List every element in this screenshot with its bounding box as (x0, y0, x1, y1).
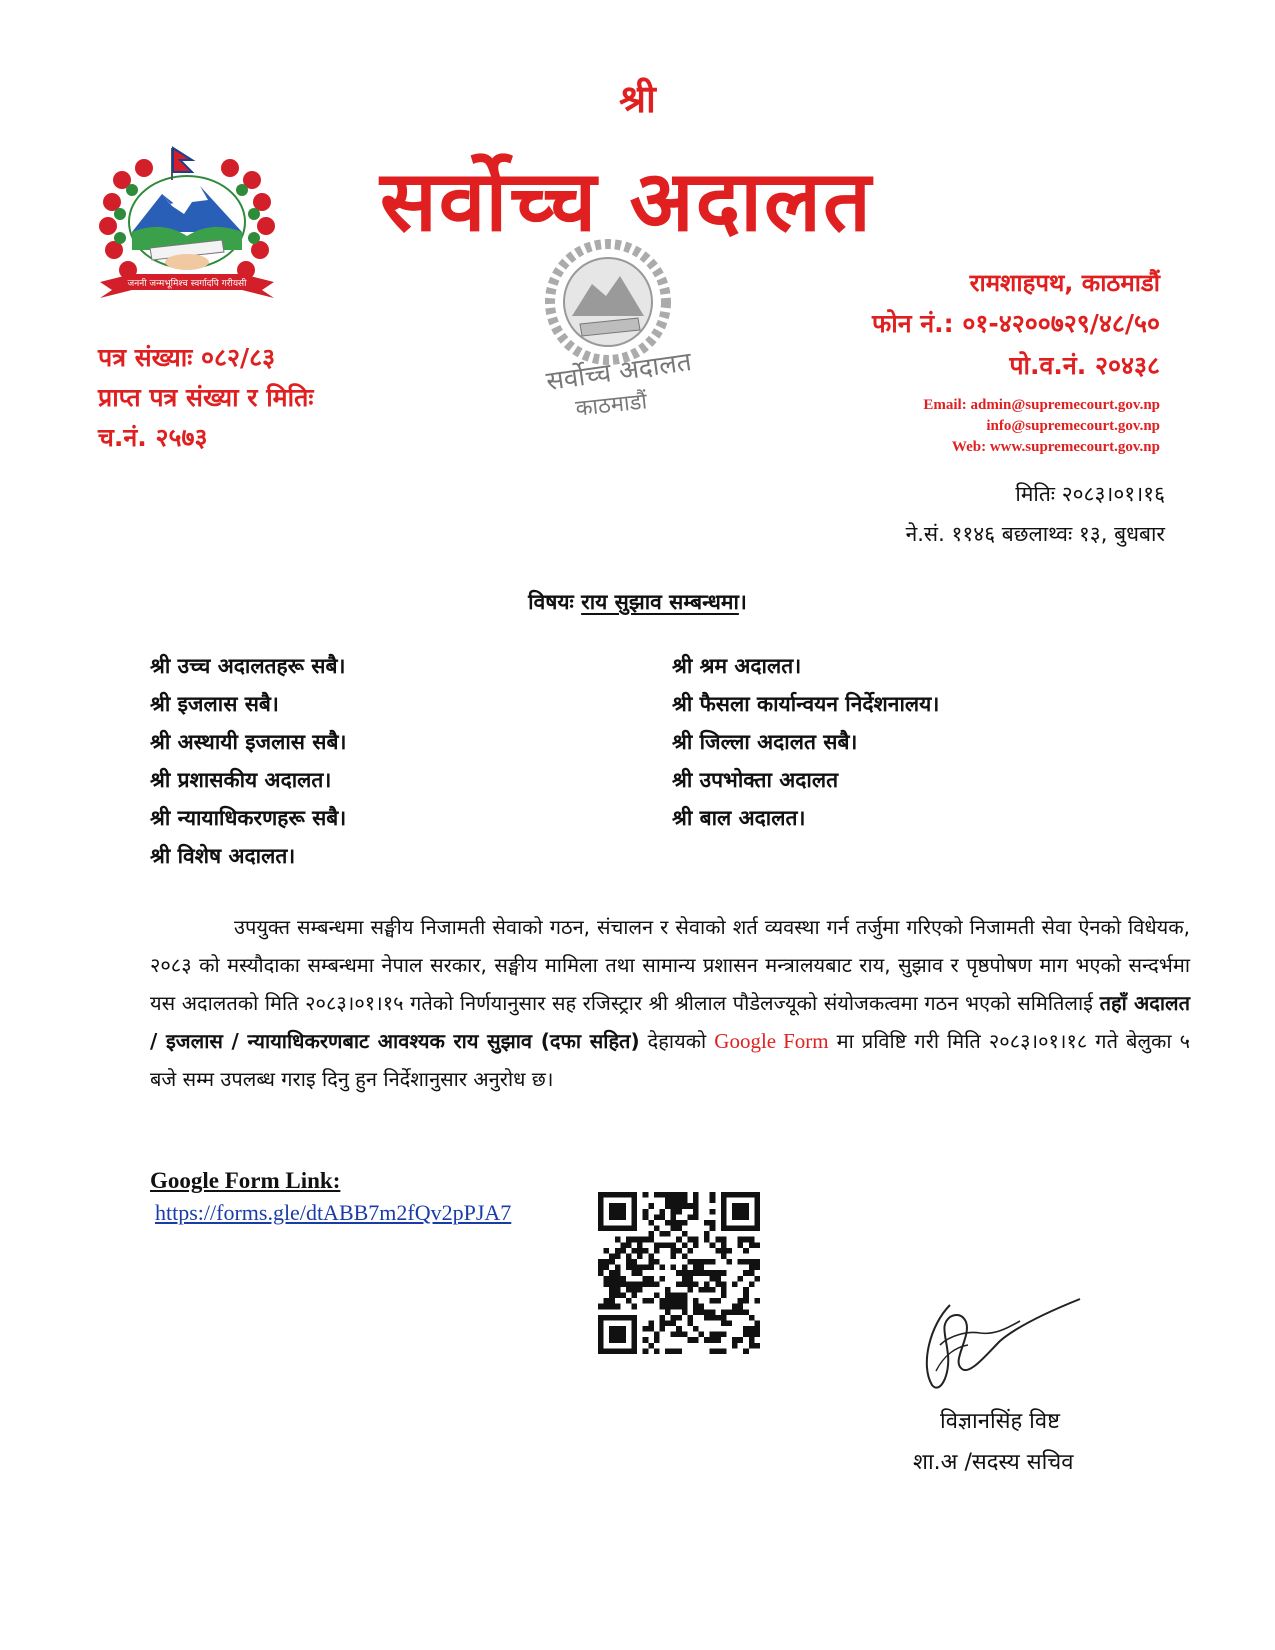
recipient-right-1: श्री श्रम अदालत। (672, 654, 802, 678)
recipient-right-2: श्री फैसला कार्यान्वयन निर्देशनालय। (672, 692, 940, 716)
handwritten-signature (910, 1285, 1090, 1405)
recipient-right-4: श्री उपभोक्ता अदालत (672, 768, 839, 792)
seal-text-2: काठमाडौं (574, 389, 649, 422)
court-title: सर्वोच्च अदालत (380, 152, 873, 250)
nepal-emblem-logo (92, 140, 282, 320)
qr-code (598, 1192, 760, 1354)
recipient-left-1: श्री उच्च अदालतहरू सबै। (150, 654, 346, 678)
recipient-right-5: श्री बाल अदालत। (672, 806, 806, 830)
body-paragraph (150, 908, 1190, 1098)
body-part-2: देहायको (639, 1029, 715, 1053)
recipient-left-6: श्री विशेष अदालत। (150, 844, 296, 868)
address-street: रामशाहपथ, काठमाडौं (969, 269, 1160, 297)
recipient-left-3: श्री अस्थायी इजलास सबै। (150, 730, 347, 754)
address-phone: फोन नं.: ०१-४२००७२९/४८/५० (871, 309, 1160, 338)
body-bold-request: तहाँ अदालत / इजलास / न्यायाधिकरणबाट आवश्यक राय सुझाव (दफा सहित) (150, 991, 1191, 1053)
court-seal (520, 232, 720, 432)
signer-title: शा.अ /सदस्य सचिव (913, 1450, 1074, 1475)
letter-date: मितिः २०८३।०१।१६ (1015, 482, 1165, 506)
body-part-1: उपयुक्त सम्बन्धमा सङ्घीय निजामती सेवाको गठन, संचालन र सेवाको शर्त व्यवस्था गर्न तर्जुमा गरिएको निजामती सेवा ऐनको विधेयक, २०८३ को मस्यौदाका सम्बन्धमा नेपाल सरकार, सङ्घीय मामिला तथा सामान्य प्रशासन मन्त्रालयबाट राय, सुझाव र पृष्ठपोषण माग भएको सन्दर्भमा यस अदालतको मिति २०८३।०१।१५ गतेको निर्णयानुसार सह रजिस्ट्रार श्री श्रीलाल पौडेलज्यूको संयोजकत्वमा गठन भएको समितिलाई (150, 915, 1190, 1015)
subject-end: । (738, 590, 747, 614)
recipient-left-4: श्री प्रशासकीय अदालत। (150, 768, 332, 792)
recipient-left-2: श्री इजलास सबै। (150, 692, 279, 716)
signature-graphic (910, 1285, 1090, 1405)
recipient-left-5: श्री न्यायाधिकरणहरू सबै। (150, 806, 347, 830)
dispatch-number: च.नं. २५७३ (98, 423, 208, 452)
subject-label: विषयः (528, 590, 574, 614)
body-part-3: मा प्रविष्टि गरी मिति २०८३।०१।१८ गते बेलुका ५ बजे सम्म उपलब्ध गराइ दिनु हुन निर्देशानुसार अनुरोध छ। (150, 1029, 1191, 1091)
seal-text-1: सर्वोच्च अदालत (544, 347, 694, 398)
received-letter-ref: प्राप्त पत्र संख्या र मितिः (98, 383, 314, 412)
contact-email-1: Email: admin@supremecourt.gov.np (923, 397, 1160, 413)
seal-graphic (520, 232, 720, 432)
contact-web: Web: www.supremecourt.gov.np (951, 439, 1160, 455)
subject-text: राय सुझाव सम्बन्धमा (581, 590, 739, 614)
nepal-sambat-date: ने.सं. ११४६ बछलाथ्वः १३, बुधबार (905, 522, 1165, 546)
header-shree: श्री (619, 77, 656, 121)
letter-number: पत्र संख्याः ०८२/८३ (98, 343, 276, 372)
google-form-heading: Google Form Link: (150, 1168, 341, 1193)
emblem-motto: जननी जन्मभूमिश्च स्वर्गादपि गरीयसी (127, 279, 247, 289)
body-google-form: Google Form (714, 1029, 829, 1053)
recipient-right-3: श्री जिल्ला अदालत सबै। (672, 730, 858, 754)
google-form-link[interactable]: https://forms.gle/dtABB7m2fQv2pPJA7 (155, 1200, 512, 1225)
contact-email-2: info@supremecourt.gov.np (986, 418, 1160, 434)
address-po-box: पो.व.नं. २०४३८ (1009, 351, 1160, 380)
signer-name: विज्ञानसिंह विष्ट (940, 1409, 1060, 1434)
emblem-graphic (92, 140, 282, 320)
qr-code-graphic (598, 1192, 760, 1354)
subject-line (0, 588, 1275, 616)
